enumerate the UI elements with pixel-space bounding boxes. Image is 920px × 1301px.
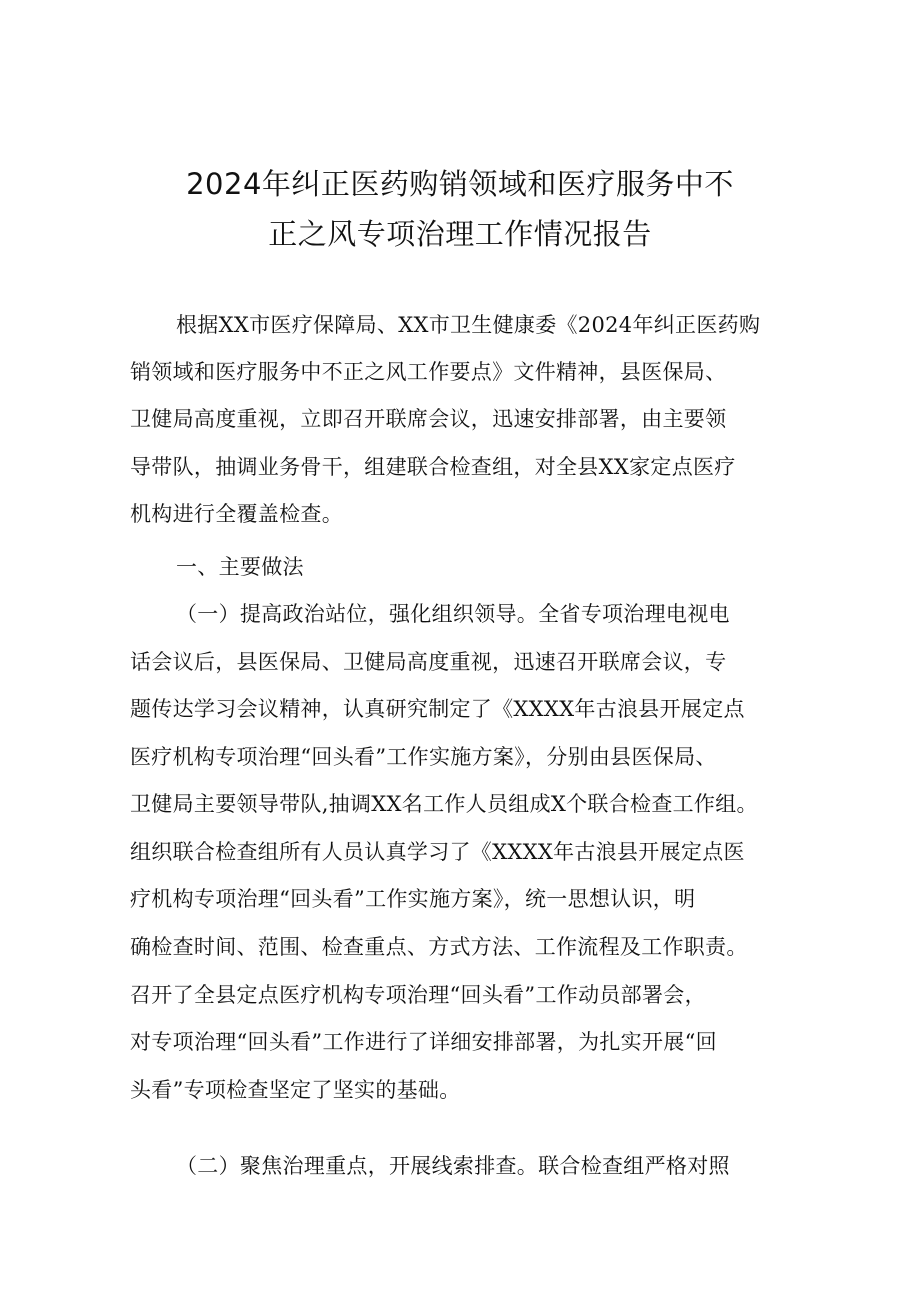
intro-line: 根据XX市医疗保障局、XX市卫生健康委《2024年纠正医药购 [176,313,761,337]
para1-line: 组织联合检查组所有人员认真学习了《XXXX年古浪县开展定点医 [130,840,745,864]
para1-line: 召开了全县定点医疗机构专项治理“回头看”工作动员部署会， [130,983,706,1007]
title-line-2: 正之风专项治理工作情况报告 [268,217,652,251]
intro-line: 机构进行全覆盖检查。 [130,502,343,526]
para2-line: （二）聚焦治理重点，开展线索排查。联合检查组严格对照 [176,1154,730,1178]
intro-line: 销领域和医疗服务中不正之风工作要点》文件精神，县医保局、 [130,360,727,384]
para1-line: 医疗机构专项治理“回头看”工作实施方案》，分别由县医保局、 [130,745,717,769]
para1-line: 卫健局主要领导带队,抽调XX名工作人员组成X个联合检查工作组。 [130,792,758,816]
intro-line: 卫健局高度重视，立即召开联席会议，迅速安排部署，由主要领 [130,407,727,431]
para1-line: 对专项治理“回头看”工作进行了详细安排部署，为扎实开展“回 [130,1030,717,1054]
para1-line: 题传达学习会议精神，认真研究制定了《XXXX年古浪县开展定点 [130,697,745,721]
para1-line: 疗机构专项治理“回头看”工作实施方案》，统一思想认识，明 [130,887,696,911]
para1-line: 头看”专项检查坚定了坚实的基础。 [130,1078,461,1102]
para1-line: （一）提高政治站位，强化组织领导。全省专项治理电视电 [176,602,730,626]
section-heading: 一、主要做法 [176,555,304,579]
intro-line: 导带队，抽调业务骨干，组建联合检查组，对全县XX家定点医疗 [130,455,736,479]
para1-line: 话会议后，县医保局、卫健局高度重视，迅速召开联席会议，专 [130,650,727,674]
para1-line: 确检查时间、范围、检查重点、方式方法、工作流程及工作职责。 [130,935,748,959]
title-line-1: 2024年纠正医药购销领域和医疗服务中不 [186,167,734,201]
